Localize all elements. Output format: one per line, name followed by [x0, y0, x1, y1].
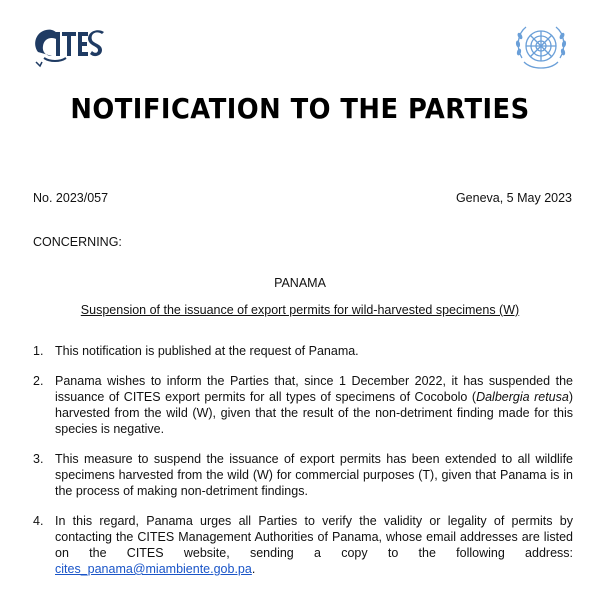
item-number: 3. [33, 452, 44, 466]
list-item [33, 513, 573, 577]
item-text: This measure to suspend the issuance of export permits has been extended to all wildlife specimens harvested from the wild (W) for commercial purposes (T), given that Panama is in the process of making non-detriment findings. [55, 452, 573, 498]
country-heading: PANAMA [274, 276, 326, 290]
item-text-part: In this regard, Panama urges all Parties to verify the validity or legality of permits by contacting the CITES Management Authorities of Panama, whose email addresses are listed on the CITES website, sending a copy to the following address: [55, 514, 573, 560]
item-text [55, 373, 573, 437]
species-name: Dalbergia retusa [476, 390, 569, 404]
subject-heading: Suspension of the issuance of export permits for wild-harvested specimens (W) [80, 303, 520, 317]
notification-items [33, 343, 573, 591]
item-number: 4. [33, 514, 44, 528]
notification-date: Geneva, 5 May 2023 [455, 191, 572, 205]
document-title: NOTIFICATION TO THE PARTIES [70, 92, 530, 125]
notification-number: No. 2023/057 [33, 191, 109, 205]
item-text-part: . [251, 562, 256, 576]
list-item [33, 343, 573, 359]
email-link[interactable]: cites_panama@miambiente.gob.pa [55, 562, 252, 576]
list-item [33, 451, 573, 499]
un-emblem-icon [512, 22, 570, 74]
item-text [55, 513, 573, 577]
item-text-part: Panama wishes to inform the Parties that, since 1 December 2022, it has suspended the issuance of CITES export permits for all types of specimens of Cocobolo ( [55, 374, 573, 404]
item-number: 2. [33, 374, 44, 388]
item-text-part: ) harvested from the wild (W), given that the result of the non-detriment finding made for this species is negative. [55, 390, 573, 436]
cites-logo [30, 22, 112, 68]
item-text: This notification is published at the request of Panama. [55, 344, 359, 358]
concerning-label: CONCERNING: [33, 235, 122, 249]
list-item [33, 373, 573, 437]
item-number: 1. [33, 344, 44, 358]
